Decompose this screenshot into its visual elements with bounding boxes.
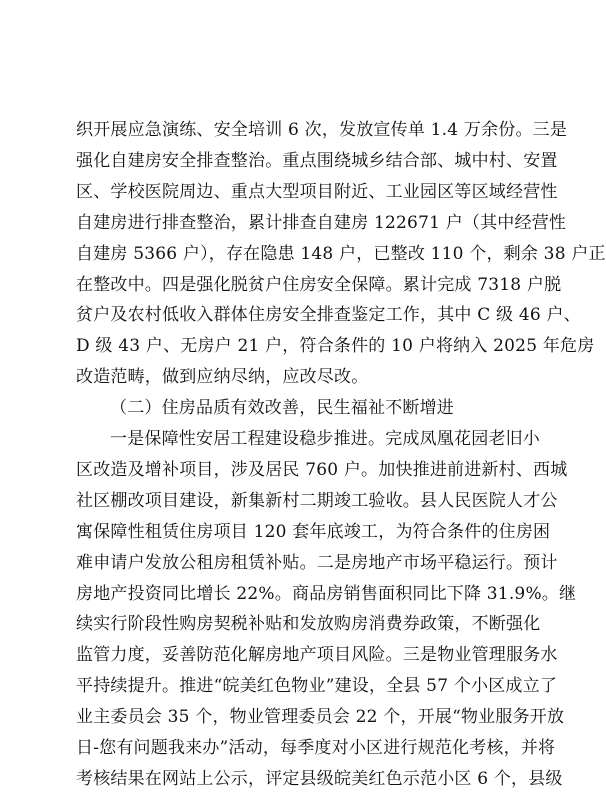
text-line: 监管力度，妥善防范化解房地产项目风险。三是物业管理服务水 bbox=[76, 645, 558, 665]
text-line: 区改造及增补项目，涉及居民 760 户。加快推进前进新村、西城 bbox=[76, 460, 568, 480]
text-line: 织开展应急演练、安全培训 6 次，发放宣传单 1.4 万余份。三是 bbox=[76, 120, 568, 140]
text-line: D 级 43 户、无房户 21 户，符合条件的 10 户将纳入 2025 年危房 bbox=[76, 336, 595, 356]
text-line: 寓保障性租赁住房项目 120 套年底竣工，为符合条件的住房困 bbox=[76, 522, 551, 542]
text-line: 强化自建房安全排查整治。重点围绕城乡结合部、城中村、安置 bbox=[76, 151, 558, 171]
text-line: 业主委员会 35 个，物业管理委员会 22 个，开展“物业服务开放 bbox=[76, 707, 565, 727]
text-line: 社区棚改项目建设，新集新村二期竣工验收。县人民医院人才公 bbox=[76, 491, 558, 511]
text-line: 区、学校医院周边、重点大型项目附近、工业园区等区域经营性 bbox=[76, 182, 558, 202]
text-line: 房地产投资同比增长 22%。商品房销售面积同比下降 31.9%。继 bbox=[76, 584, 577, 604]
text-line: 平持续提升。推进“皖美红色物业”建设，全县 57 个小区成立了 bbox=[76, 676, 558, 696]
text-line: 自建房 5366 户），存在隐患 148 户，已整改 110 个，剩余 38 户正 bbox=[76, 244, 606, 264]
text-line: 续实行阶段性购房契税补贴和发放购房消费券政策，不断强化 bbox=[76, 614, 541, 634]
text-line: 日-您有问题我来办”活动，每季度对小区进行规范化考核，并将 bbox=[76, 738, 556, 758]
text-line: 难申请户发放公租房租赁补贴。二是房地产市场平稳运行。预计 bbox=[76, 553, 558, 573]
text-line: 贫户及农村低收入群体住房安全排查鉴定工作，其中 C 级 46 户、 bbox=[76, 305, 581, 325]
text-line: 一是保障性安居工程建设稳步推进。完成凤凰花园老旧小 bbox=[110, 429, 540, 449]
text-line: 改造范畴，做到应纳尽纳，应改尽改。 bbox=[76, 367, 369, 387]
section-heading: （二）住房品质有效改善，民生福祉不断增进 bbox=[110, 398, 454, 418]
text-line: 自建房进行排查整治，累计排查自建房 122671 户（其中经营性 bbox=[76, 213, 567, 233]
text-line: 在整改中。四是强化脱贫户住房安全保障。累计完成 7318 户脱 bbox=[76, 275, 562, 295]
text-line: 考核结果在网站上公示，评定县级皖美红色示范小区 6 个，县级 bbox=[76, 769, 563, 789]
